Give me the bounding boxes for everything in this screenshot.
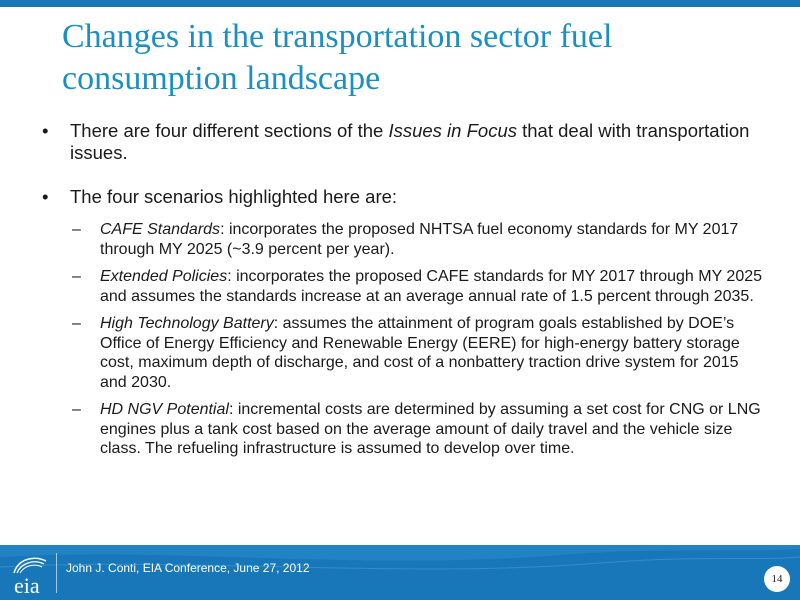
scenario-description: : assumes the attainment of program goals established by DOE’s Office of Energy Efficiency and Renewable Energy (EERE) for high-energy battery storage cost, maximum depth of discharge, and cost of a nonbattery traction drive system for 2015 and 2030. <box>100 315 740 391</box>
bullet-glyph: • <box>42 186 49 207</box>
dash-glyph: – <box>72 401 81 418</box>
footer-credit: John J. Conti, EIA Conference, June 27, 2012 <box>66 561 310 575</box>
slide-body <box>28 120 768 459</box>
scenario-description: : incorporates the proposed CAFE standards for MY 2017 through MY 2025 and assumes the standards increase at an average annual rate of 1.5 percent through 2035. <box>100 268 763 305</box>
eia-logo-text: eia <box>14 573 40 598</box>
footer-bar <box>0 545 800 600</box>
slide-title: Changes in the transportation sector fuel consumption landscape <box>62 18 613 97</box>
scenario-description: : incorporates the proposed NHTSA fuel economy standards for MY 2017 through MY 2025 (~3.9 percent per year). <box>100 221 739 258</box>
scenario-description: : incremental costs are determined by assuming a set cost for CNG or LNG engines plus a tank cost based on the average amount of daily travel and the vehicle size class. The refueling infrastructure is assumed to develop over time. <box>100 401 761 457</box>
bullet-text-italic: Issues in Focus <box>388 120 517 141</box>
top-accent-bar <box>0 0 800 7</box>
scenario-name: High Technology Battery <box>100 315 274 332</box>
scenario-name: HD NGV Potential <box>100 401 229 418</box>
page-number: 14 <box>771 573 783 585</box>
bullet-item-1 <box>28 120 768 164</box>
scenario-item-ngv <box>28 400 768 459</box>
bullet-text: The four scenarios highlighted here are: <box>70 186 398 207</box>
eia-logo-arcs-icon <box>8 553 52 575</box>
page-number-badge <box>764 566 790 592</box>
dash-glyph: – <box>72 315 81 332</box>
scenario-name: Extended Policies <box>100 268 228 285</box>
scenario-item-battery <box>28 314 768 392</box>
footer-divider <box>56 553 57 593</box>
scenario-name: CAFE Standards <box>100 221 221 238</box>
scenario-item-cafe <box>28 220 768 259</box>
dash-glyph: – <box>72 221 81 238</box>
bullet-text-before: There are four different sections of the <box>70 120 389 141</box>
dash-glyph: – <box>72 268 81 285</box>
eia-logo <box>8 553 52 598</box>
bullet-item-2 <box>28 186 768 208</box>
bullet-glyph: • <box>42 120 49 141</box>
scenario-list <box>28 220 768 459</box>
scenario-item-extended <box>28 267 768 306</box>
bullet-text-after: that deal with transportation issues. <box>70 120 750 163</box>
